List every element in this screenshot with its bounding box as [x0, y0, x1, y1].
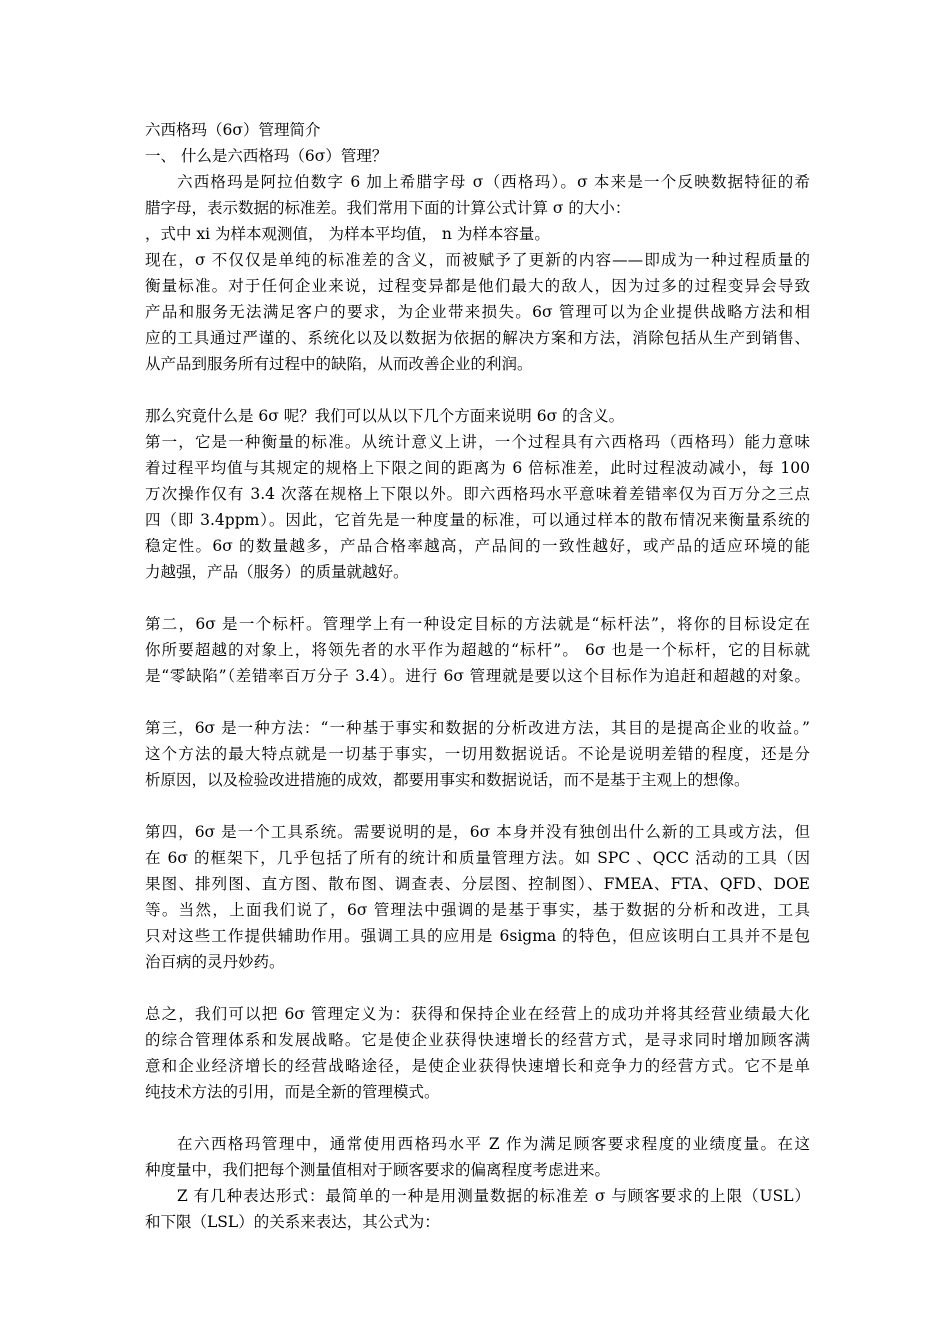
paragraph-fourth-point [145, 819, 810, 975]
text-line: 应的工具通过严谨的、系统化以及以数据为依据的解决方案和方法，消除包括从生产到销售、 [145, 329, 810, 347]
text-line: 意和企业经济增长的经营战略途径，是使企业获得快速增长和竞争力的经营方式。它不是单 [145, 1057, 810, 1075]
paragraph-summary [145, 1001, 810, 1105]
text-line: 析原因，以及检验改进措施的成效，都要用事实和数据说话，而不是基于主观上的想像。 [145, 771, 750, 789]
text-line: 第四，6σ 是一个工具系统。需要说明的是，6σ 本身并没有独创出什么新的工具或方法，但 [145, 823, 810, 841]
text-line: 力越强，产品（服务）的质量就越好。 [145, 563, 409, 581]
text-line: 的综合管理体系和发展战略。它是使企业获得快速增长的经营方式，是寻求同时增加顾客满 [145, 1031, 810, 1049]
text-line: 万次操作仅有 3.4 次落在规格上下限以外。即六西格玛水平意味着差错率仅为百万分之三点 [145, 485, 810, 503]
text-line: 第三，6σ 是一种方法：“一种基于事实和数据的分析改进方法，其目的是提高企业的收益。” [145, 719, 810, 737]
text-line: 在六西格玛管理中，通常使用西格玛水平 Z 作为满足顾客要求程度的业绩度量。在这 [177, 1135, 810, 1153]
text-line: Z 有几种表达形式：最简单的一种是用测量数据的标准差 σ 与顾客要求的上限（USL） [177, 1187, 810, 1205]
paragraph-definition [145, 169, 810, 247]
text-line: 衡量标准。对于任何企业来说，过程变异都是他们最大的敌人，因为过多的过程变异会导致 [145, 277, 810, 295]
text-line: 在 6σ 的框架下，几乎包括了所有的统计和质量管理方法。如 SPC 、QCC 活动的工具（因 [145, 849, 810, 867]
text-line: 你所要超越的对象上，将领先者的水平作为超越的“标杆”。 6σ 也是一个标杆，它的目标就 [145, 641, 810, 659]
text-line: 果图、排列图、直方图、散布图、调查表、分层图、控制图）、FMEA、FTA、QFD、DOE [145, 875, 810, 893]
blank-line [145, 377, 810, 403]
text-line: 等。当然，上面我们说了，6σ 管理法中强调的是基于事实，基于数据的分析和改进，工具 [145, 901, 810, 919]
text-line: 治百病的灵丹妙药。 [145, 953, 285, 971]
document-title: 六西格玛（6σ）管理简介 [145, 121, 321, 139]
text-line: 纯技术方法的引用，而是全新的管理模式。 [145, 1083, 440, 1101]
blank-line [145, 1105, 810, 1131]
text-line: 总之，我们可以把 6σ 管理定义为：获得和保持企业在经营上的成功并将其经营业绩最大化 [145, 1005, 810, 1023]
text-line: 现在，σ 不仅仅是单纯的标准差的含义，而被赋予了更新的内容——即成为一种过程质量的 [145, 251, 810, 269]
blank-line [145, 975, 810, 1001]
text-line: 从产品到服务所有过程中的缺陷，从而改善企业的利润。 [145, 355, 533, 373]
text-line: 这个方法的最大特点就是一切基于事实，一切用数据说话。不论是说明差错的程度，还是分 [145, 745, 810, 763]
paragraph-second-point [145, 611, 810, 689]
text-line: 腊字母，表示数据的标准差。我们常用下面的计算公式计算 σ 的大小： [145, 199, 631, 217]
blank-line [145, 585, 810, 611]
paragraph-sigma-level [145, 1131, 810, 1183]
text-line: 四（即 3.4ppm）。因此，它首先是一种度量的标准，可以通过样本的散布情况来衡量系统的 [145, 511, 810, 529]
document-body [145, 117, 810, 1235]
blank-line [145, 689, 810, 715]
paragraph-z-formula [145, 1183, 810, 1235]
text-line: ，式中 xi 为样本观测值， 为样本平均值， n 为样本容量。 [145, 225, 550, 243]
text-line: 那么究竟什么是 6σ 呢？我们可以从以下几个方面来说明 6σ 的含义。 [145, 407, 625, 425]
paragraph-meaning [145, 247, 810, 377]
text-line: 只对这些工作提供辅助作用。强调工具的应用是 6sigma 的特色，但应该明白工具并不是包 [145, 927, 810, 945]
blank-line [145, 793, 810, 819]
text-line: 六西格玛是阿拉伯数字 6 加上希腊字母 σ（西格玛）。σ 本来是一个反映数据特征的希 [177, 173, 810, 191]
text-line: 种度量中，我们把每个测量值相对于顾客要求的偏离程度考虑进来。 [145, 1161, 611, 1179]
text-line: 稳定性。6σ 的数量越多，产品合格率越高，产品间的一致性越好，或产品的适应环境的能 [145, 537, 810, 555]
text-line: 和下限（LSL）的关系来表达，其公式为： [145, 1213, 440, 1231]
section-heading: 一、 什么是六西格玛（6σ）管理？ [145, 147, 388, 165]
text-line: 是“零缺陷”（差错率百万分子 3.4）。进行 6σ 管理就是要以这个目标作为追赶和超越的对象。 [145, 667, 810, 685]
text-line: 第二，6σ 是一个标杆。管理学上有一种设定目标的方法就是“标杆法”，将你的目标设定在 [145, 615, 810, 633]
text-line: 产品和服务无法满足客户的要求，为企业带来损失。6σ 管理可以为企业提供战略方法和相 [145, 303, 810, 321]
text-line: 第一，它是一种衡量的标准。从统计意义上讲，一个过程具有六西格玛（西格玛）能力意味 [145, 433, 810, 451]
paragraph-first-point [145, 403, 810, 585]
paragraph-third-point [145, 715, 810, 793]
text-line: 着过程平均值与其规定的规格上下限之间的距离为 6 倍标准差，此时过程波动减小，每 100 [145, 459, 810, 477]
